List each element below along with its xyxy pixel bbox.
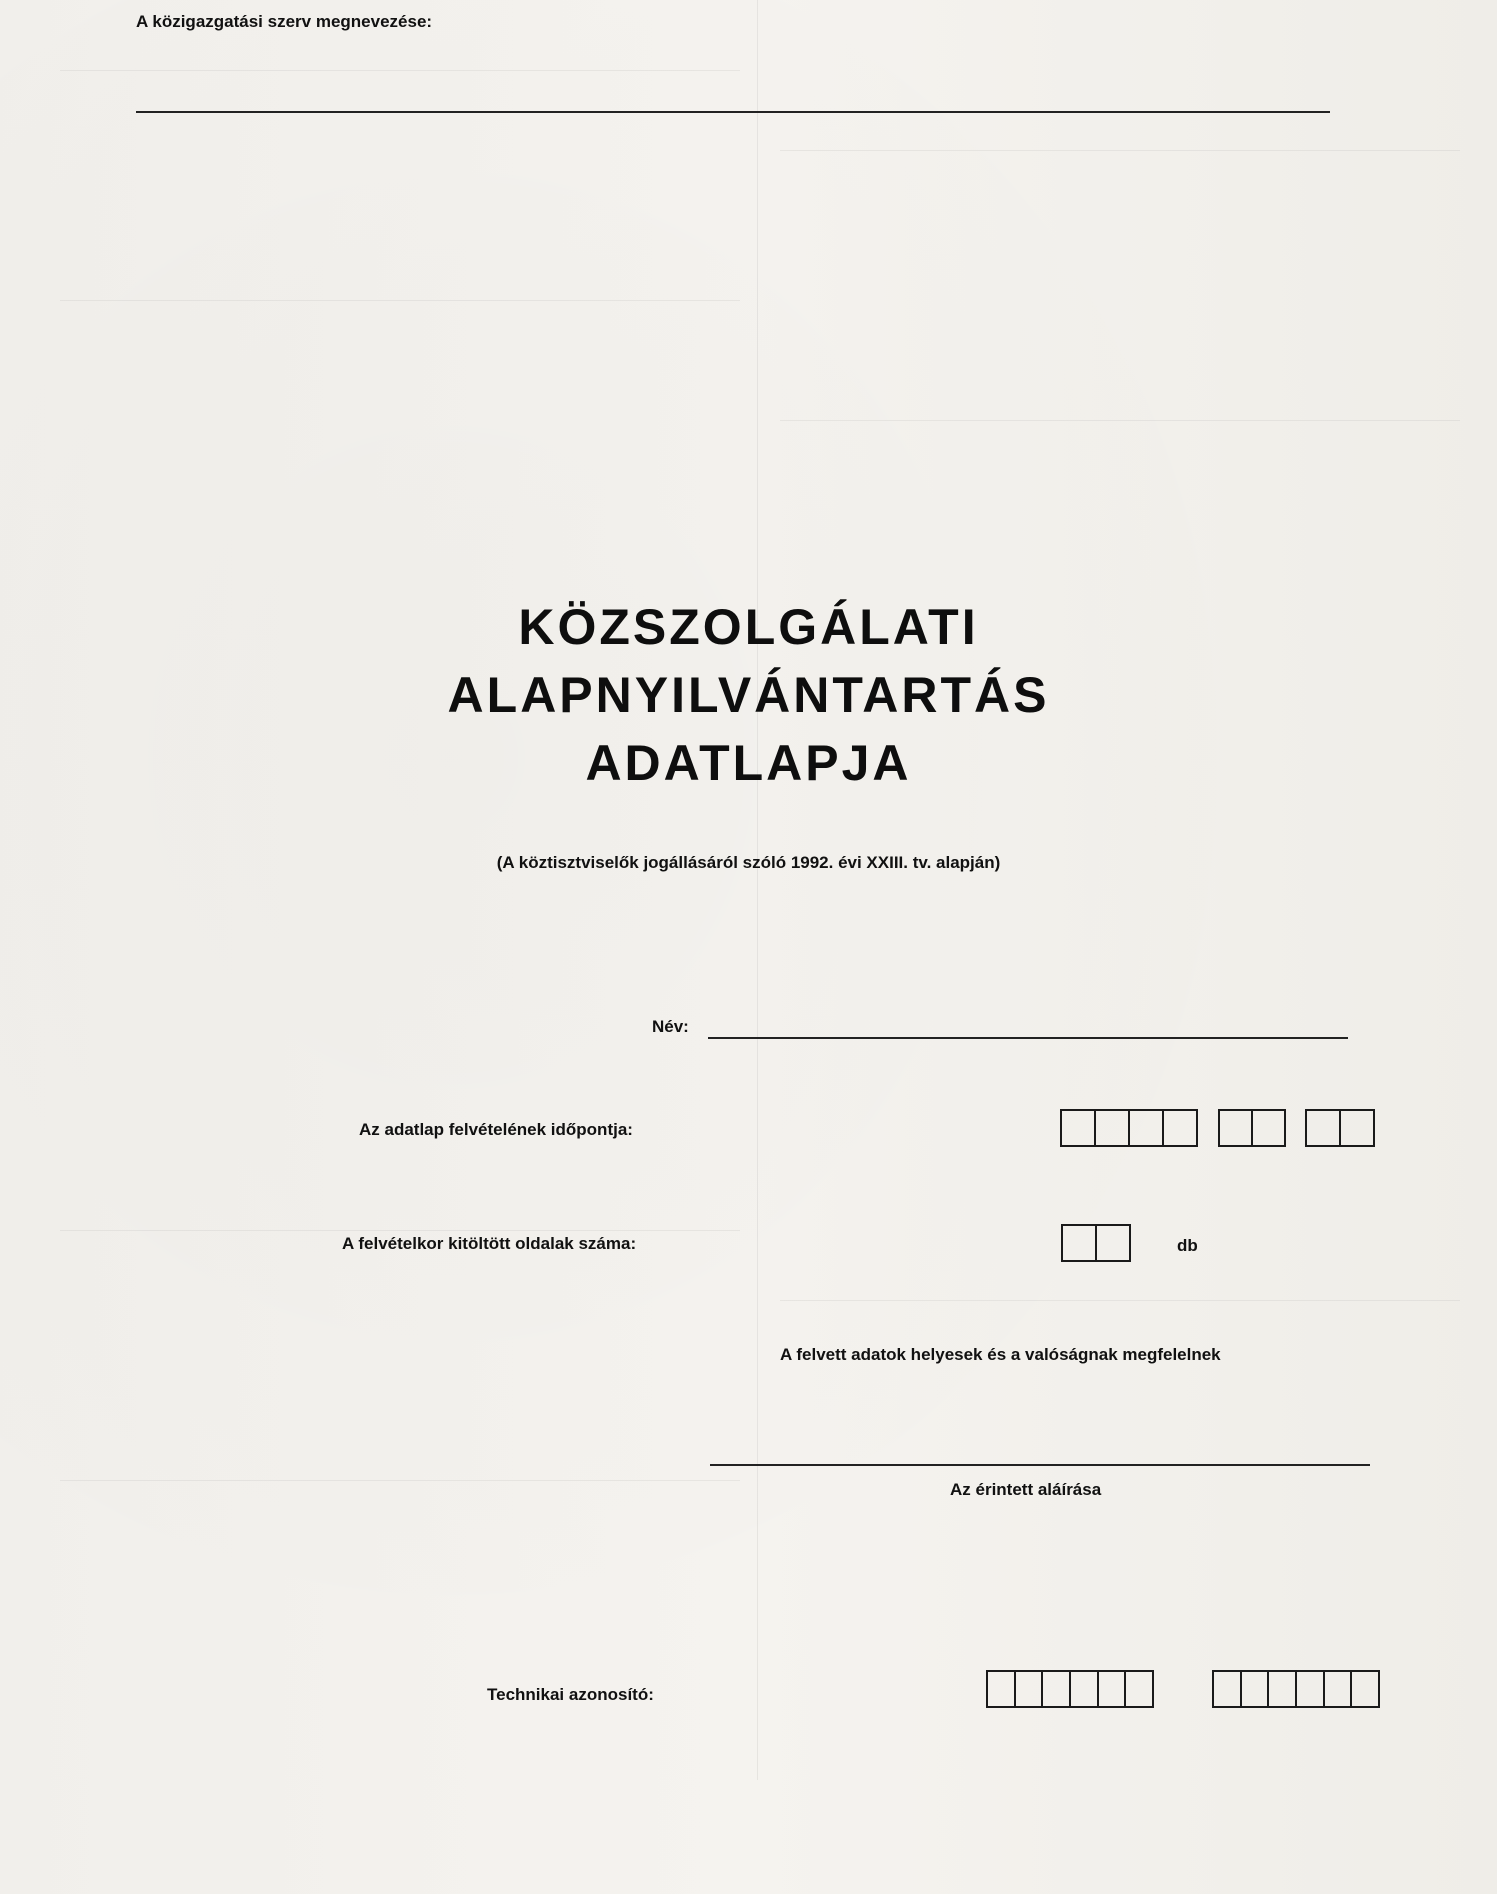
pages-digit-box[interactable]	[1063, 1226, 1097, 1260]
name-label: Név:	[652, 1017, 689, 1036]
title-line-3: ADATLAPJA	[585, 735, 912, 791]
bleed-line	[780, 150, 1460, 151]
fold-line	[757, 0, 758, 1780]
tech-id-digit-box[interactable]	[1043, 1672, 1071, 1706]
tech-id-digit-box[interactable]	[988, 1672, 1016, 1706]
date-year-digit-box[interactable]	[1062, 1111, 1096, 1145]
date-year-digit-box[interactable]	[1096, 1111, 1130, 1145]
agency-label: A közigazgatási szerv megnevezése:	[136, 12, 433, 31]
tech-id-digit-box[interactable]	[1242, 1672, 1270, 1706]
date-day-digit-box[interactable]	[1341, 1111, 1373, 1145]
date-year-digit-box[interactable]	[1164, 1111, 1196, 1145]
tech-id-boxes-group-1[interactable]	[986, 1670, 1154, 1708]
date-day-digit-box[interactable]	[1307, 1111, 1341, 1145]
pages-digit-box[interactable]	[1097, 1226, 1129, 1260]
tech-id-boxes-group-2[interactable]	[1212, 1670, 1380, 1708]
name-input-line[interactable]	[708, 1037, 1348, 1039]
tech-id-digit-box[interactable]	[1126, 1672, 1152, 1706]
tech-id-label: Technikai azonosító:	[487, 1685, 654, 1704]
bleed-line	[60, 70, 740, 71]
signature-label: Az érintett aláírása	[950, 1480, 1102, 1499]
tech-id-digit-box[interactable]	[1352, 1672, 1378, 1706]
date-year-boxes[interactable]	[1060, 1109, 1198, 1147]
pages-unit: db	[1177, 1236, 1198, 1255]
tech-id-digit-box[interactable]	[1016, 1672, 1044, 1706]
pages-label: A felvételkor kitöltött oldalak száma:	[342, 1234, 637, 1253]
date-month-digit-box[interactable]	[1220, 1111, 1253, 1145]
tech-id-digit-box[interactable]	[1099, 1672, 1127, 1706]
title-line-1: KÖZSZOLGÁLATI	[518, 599, 979, 655]
signature-line[interactable]	[710, 1464, 1370, 1466]
date-year-digit-box[interactable]	[1130, 1111, 1164, 1145]
bleed-line	[60, 300, 740, 301]
title-line-2: ALAPNYILVÁNTARTÁS	[447, 667, 1050, 723]
tech-id-digit-box[interactable]	[1269, 1672, 1297, 1706]
tech-id-digit-box[interactable]	[1214, 1672, 1242, 1706]
tech-id-digit-box[interactable]	[1325, 1672, 1353, 1706]
tech-id-digit-box[interactable]	[1071, 1672, 1099, 1706]
date-month-boxes[interactable]	[1218, 1109, 1286, 1147]
date-day-boxes[interactable]	[1305, 1109, 1375, 1147]
bleed-line	[60, 1480, 740, 1481]
declaration-text: A felvett adatok helyesek és a valóságnak megfelelnek	[780, 1345, 1221, 1364]
bleed-line	[780, 420, 1460, 421]
date-month-digit-box[interactable]	[1253, 1111, 1284, 1145]
bleed-line	[780, 1300, 1460, 1301]
legal-basis-subtitle: (A köztisztviselők jogállásáról szóló 1992. évi XXIII. tv. alapján)	[496, 853, 1001, 872]
tech-id-digit-box[interactable]	[1297, 1672, 1325, 1706]
bleed-line	[60, 1230, 740, 1231]
pages-count-boxes[interactable]	[1061, 1224, 1131, 1262]
page-title	[0, 593, 1497, 797]
date-label: Az adatlap felvételének időpontja:	[359, 1120, 633, 1139]
agency-input-line[interactable]	[136, 111, 1330, 113]
